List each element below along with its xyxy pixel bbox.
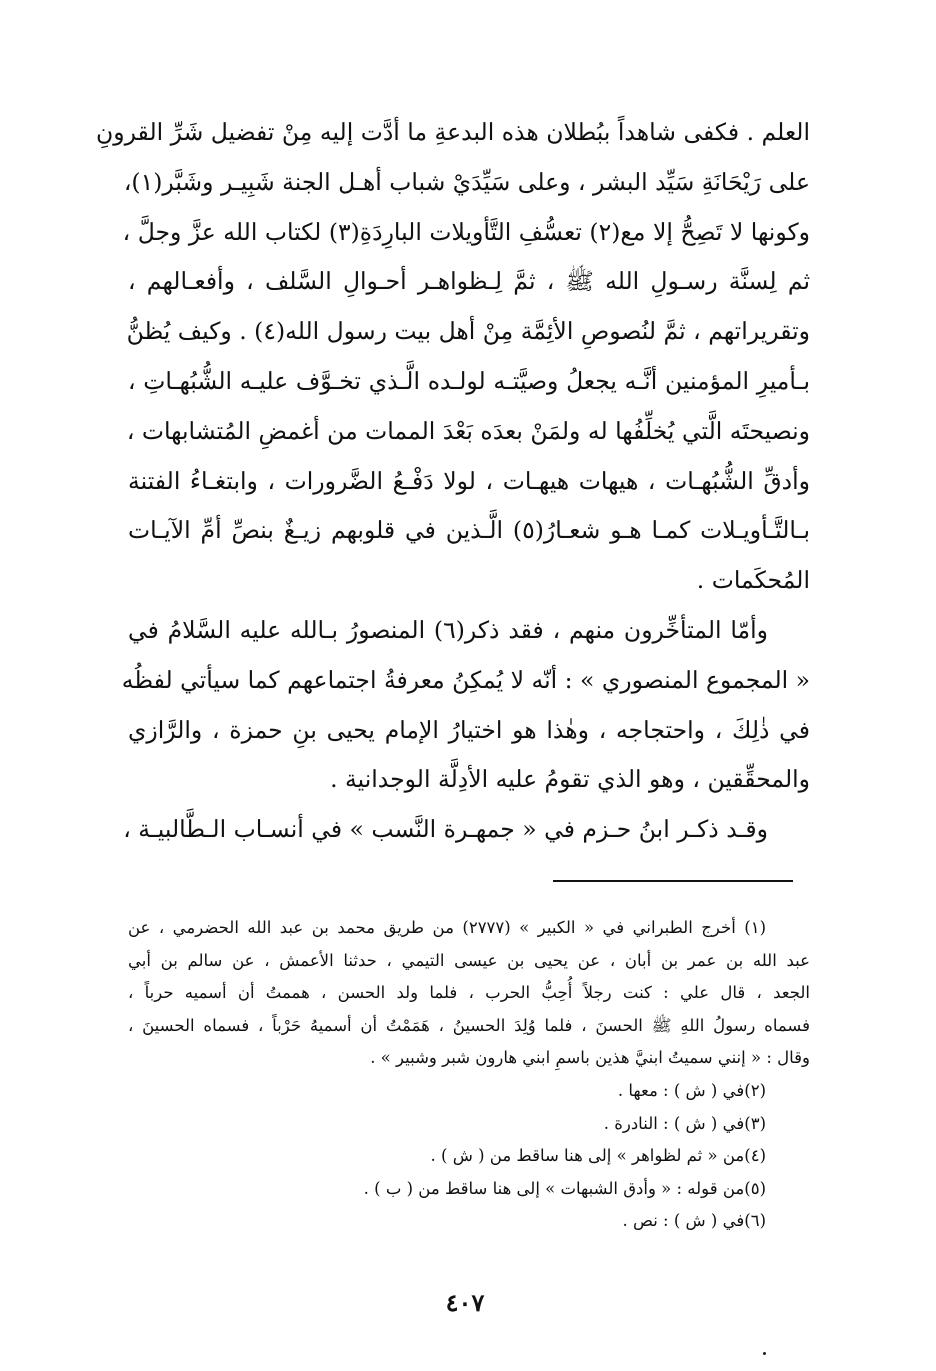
page-number: ٤٠٧ [445,1288,485,1317]
footnote-line: (١) أخرج الطبراني في « الكبير » (٢٧٧٧) من طريق محمد بن عبد الله الحضرمي ، عن [128,918,767,937]
text-line: بـأميرِ المؤمنين أنَّـه يجعلُ وصيَّتـه لولـده الَّـذي تخـوَّف عليـه الشُّبُهـاتِ ، [128,366,810,395]
paragraph-start-line: وأمّا المتأخِّرون منهم ، فقد ذكر(٦) المنصورُ بـالله عليه السَّلامُ في [128,615,768,644]
footnote-line: (٦)في ( ش ) : نص . [622,1211,766,1231]
footnote-line: (٤)من « ثم لظواهر » إلى هنا ساقط من ( ش ) . [430,1146,766,1166]
text-line: ونصيحتَه الَّتي يُخلِّفُها له ولمَنْ بعدَه بَعْدَ الممات من أغمضِ المُتشابهات ، [126,416,810,445]
footnote-line: وقال : « إنني سميتُ ابنيَّ هذين باسمِ ابني هارون شبر وشبير » . [370,1048,810,1068]
text-line: العلم . فكفى شاهداً ببُطلان هذه البدعةِ ما أدَّت إليه مِنْ تفضيل شَرِّ القرونِ [95,118,810,146]
footnote-separator [553,880,793,882]
text-line: وأدقِّ الشُّبُهـات ، هيهات هيهـات ، لولا دَفْـعُ الضَّرورات ، وابتغـاءُ الفتنة [128,466,810,495]
main-text [95,108,810,855]
text-line: على رَيْحَانَةِ سَيِّد البشر ، وعلى سَيِّدَيْ شباب أهـل الجنة شَبِيـر وشَبَّر(١)، [123,167,810,196]
text-line: المُحكَمات . [696,566,810,595]
text-line: وتقريراتهم ، ثمَّ لنُصوصِ الأئِمَّة مِنْ أهل بيت رسول الله(٤) . وكيف يُظنُّ [126,317,810,346]
footnote-line: (٣)في ( ش ) : النادرة . [603,1113,766,1133]
text-line: ثم لِسنَّة رسـولِ الله ﷺ ، ثمَّ لِـظواهـر أحـوالِ السَّلف ، وأفعـالهم ، [128,267,810,296]
text-line: وكونها لا تَصِحُّ إلا مع(٢) تعسُّفِ التَّأويلات البارِدَةِ(٣) لكتاب الله عزَّ وجلَّ ، [122,217,810,246]
paragraph-start-line: وقـد ذكـر ابنُ حـزم في « جمهـرة النَّسب » في أنسـاب الـطَّالبيـة ، [123,815,768,844]
scan-speck [763,1352,766,1355]
footnote-line: الجعد ، قال علي : كنت رجلاً أُحِبُّ الحرب ، فلما ولد الحسن ، هممتُ أن أسميه حرباً ، [128,983,810,1003]
footnote-line: (٢)في ( ش ) : معها . [617,1080,766,1100]
text-line: « المجموع المنصوري » : أنّه لا يُمكِنُ معرفةُ اجتماعهم كما سيأتي لفظُه [121,665,810,694]
text-line: بـالتَّـأويـلات كمـا هـو شعـارُ(٥) الَّـذين في قلوبهم زيـغٌ بنصِّ أمِّ الآيـات [128,516,810,545]
text-line: في ذٰلِكَ ، واحتجاجه ، وهٰذا هو اختيارُ الإمام يحيى بنِ حمزة ، والرَّازي [128,715,810,744]
text-line: والمحقِّقين ، وهو الذي تقومُ عليه الأدِلَّة الوجدانية . [330,765,810,794]
footnote-line: عبد الله بن عمر بن أبان ، عن يحيى بن عيسى التيمي ، حدثنا الأعمش ، عن سالم بن أبي [128,950,810,970]
footnote-line: (٥)من قوله : « وأدق الشبهات » إلى هنا ساقط من ( ب ) . [363,1178,766,1198]
footnote-line: فسماه رسولُ اللهِ ﷺ الحسنَ ، فلما وُلِدَ الحسينُ ، هَمَمْتُ أن أسميهُ حَرْباً ، فسماه الحسينَ ، [128,1015,810,1035]
footnotes [128,912,810,1238]
